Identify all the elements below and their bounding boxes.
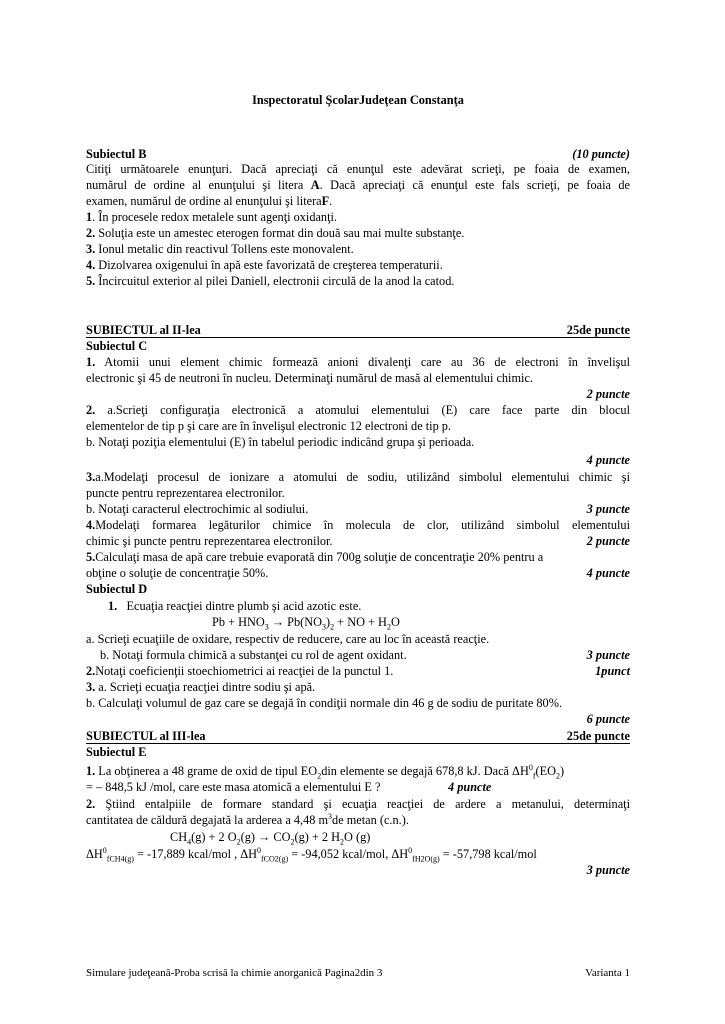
e1-points: 4 puncte bbox=[448, 780, 492, 794]
subject-b-intro-line2: numărul de ordine al enunţului şi litera A. Dacă apreciaţi că enunţul este fals scrieţi, pe foaia de bbox=[86, 178, 630, 192]
statement-item: 5. Încircuitul exterior al pilei Daniell, electronii circulă de la anod la catod. bbox=[86, 274, 455, 288]
c2-points: 4 puncte bbox=[586, 453, 630, 467]
d1-points: 3 puncte bbox=[586, 648, 630, 662]
c4-line1: 4.Modelaţi formarea legăturilor chimice în molecula de clor, utilizând simbolul elementului bbox=[86, 518, 630, 532]
c1-line2: electronic şi 45 de neutroni în nucleu. Determinaţi numărul de masă al elementului chimic. bbox=[86, 371, 533, 385]
subject-b-intro-line3: examen, numărul de ordine al enunţului şi literaF. bbox=[86, 194, 333, 208]
footer-variant: Varianta 1 bbox=[585, 967, 630, 979]
statement-item: 4. Dizolvarea oxigenului în apă este favorizată de creşterea temperaturii. bbox=[86, 258, 443, 272]
subject-b-heading bbox=[86, 147, 630, 162]
page-header: Inspectoratul ŞcolarJudeţean Constanţa bbox=[252, 93, 464, 107]
subject-b-points: (10 puncte) bbox=[572, 147, 630, 161]
e2-points: 3 puncte bbox=[586, 863, 630, 877]
heading-underline bbox=[86, 743, 630, 744]
d2-points: 1punct bbox=[595, 664, 630, 678]
c1-points: 2 puncte bbox=[586, 387, 630, 401]
subject-3-heading bbox=[86, 729, 630, 744]
statement-item: 3. Ionul metalic din reactivul Tollens este monovalent. bbox=[86, 242, 354, 256]
e1-line2: = – 848,5 kJ /mol, care este masa atomică a elementului E ? 4 puncte bbox=[86, 780, 492, 794]
e2-line1: 2. Ştiind entalpiile de formare standard şi ecuaţia reacţiei de ardere a metanului, determinaţi bbox=[86, 797, 630, 811]
subject-b-intro-line1: Citiţi următoarele enunţuri. Dacă apreciaţi că enunţul este adevărat scrieţi, pe foaia de examen, bbox=[86, 162, 630, 176]
footer-left: Simulare judeţeană-Proba scrisă la chimie anorganică Pagina2din 3 bbox=[86, 967, 383, 979]
subject-c-title: Subiectul C bbox=[86, 339, 148, 353]
c2-line1: 2. a.Scrieţi configuraţia electronică a atomului elementului (E) care face parte din blocul bbox=[86, 403, 630, 417]
subject-3-points: 25de puncte bbox=[566, 729, 630, 743]
c3-line2: puncte pentru reprezentarea electronilor. bbox=[86, 486, 285, 500]
c2-line3: b. Notaţi poziţia elementului (E) în tabelul periodic indicând grupa şi perioada. bbox=[86, 435, 475, 449]
c3-line3: b. Notaţi caracterul electrochimic al sodiului. 3 puncte bbox=[86, 502, 630, 516]
subject-e-title: Subiectul E bbox=[86, 745, 147, 759]
d2-row: 2.Notaţi coeficienţii stoechiometrici ai reacţiei de la punctul 1. 1punct bbox=[86, 664, 630, 678]
d3-points: 6 puncte bbox=[586, 712, 630, 726]
e2-equation: $CH_4(g) + 2$ $O_2(g) \to CO_2(g) + 2$ $H_2O$ (g) bbox=[170, 830, 371, 847]
subject-3-title: SUBIECTUL al III-lea bbox=[86, 729, 206, 743]
e2-line2: cantitatea de căldură degajată la arderea a 4,48 $m^3de$ metan (c.n.). bbox=[86, 811, 409, 827]
c1-line1: 1. Atomii unui element chimic formează anioni divalenţi care au 36 de electroni în învelişul bbox=[86, 355, 630, 369]
c5-line1: 5.Calculaţi masa de apă care trebuie evaporată din 700g soluţie de concentraţie 20% pentru a bbox=[86, 550, 544, 564]
c2-line2: elementelor de tip p şi care are în învelişul electronic 12 electroni de tip p. bbox=[86, 419, 452, 433]
subject-2-title: SUBIECTUL al II-lea bbox=[86, 323, 201, 337]
e1-line1: 1. La obţinerea a 48 grame de oxid de tipul $EO_2din$ elemente se degajă 678,8 kJ. Dacă $\Delta H^0_f(EO_2)$ bbox=[86, 762, 565, 781]
d1-a: a. Scrieţi ecuaţiile de oxidare, respectiv de reducere, care au loc în această reacţie. bbox=[86, 632, 490, 646]
subject-b-title: Subiectul B bbox=[86, 147, 147, 161]
c3-points: 3 puncte bbox=[586, 502, 630, 516]
c5-line2: obţine o soluţie de concentraţie 50%. 4 puncte bbox=[86, 566, 630, 580]
c3-line1: 3.a.Modelaţi procesul de ionizare a atomului de sodiu, utilizând simbolul elementului chimic şi bbox=[86, 470, 630, 484]
d3-a: 3. a. Scrieţi ecuaţia reacţiei dintre sodiu şi apă. bbox=[86, 680, 316, 694]
statement-item: 1. În procesele redox metalele sunt agenţi oxidanţi. bbox=[86, 210, 337, 224]
heading-underline bbox=[86, 337, 630, 338]
c5-points: 4 puncte bbox=[586, 566, 630, 580]
c4-line2: chimic şi puncte pentru reprezentarea electronilor. 2 puncte bbox=[86, 534, 630, 548]
d1-b-row: b. Notaţi formula chimică a substanţei cu rol de agent oxidant. 3 puncte bbox=[100, 648, 630, 662]
d3-b: b. Calculaţi volumul de gaz care se degajă în condiţii normale din 46 g de sodiu de puritate 80%. bbox=[86, 696, 563, 710]
page-footer bbox=[86, 967, 630, 979]
subject-2-heading bbox=[86, 323, 630, 338]
statement-item: 2. Soluţia este un amestec eterogen format din două sau mai multe substanţe. bbox=[86, 226, 465, 240]
d1-equation: $Pb + HNO_3 \to Pb(NO_3)_2$ + NO + $H_2O$ bbox=[212, 615, 400, 632]
c4-points: 2 puncte bbox=[586, 534, 630, 548]
subject-2-points: 25de puncte bbox=[566, 323, 630, 337]
d1-line1: 1. Ecuaţia reacţiei dintre plumb şi acid azotic este. bbox=[108, 599, 362, 613]
e2-enthalpies: $\Delta H^0_{fCH4(g)} = -17,889$ kcal/mol , $\Delta H^0_{fCO2(g)} = -94,052$ kcal/mol, $\Delta H^0_{fH2O(g)} = -57,798$ kcal/mol bbox=[86, 845, 537, 864]
subject-d-title: Subiectul D bbox=[86, 582, 148, 596]
